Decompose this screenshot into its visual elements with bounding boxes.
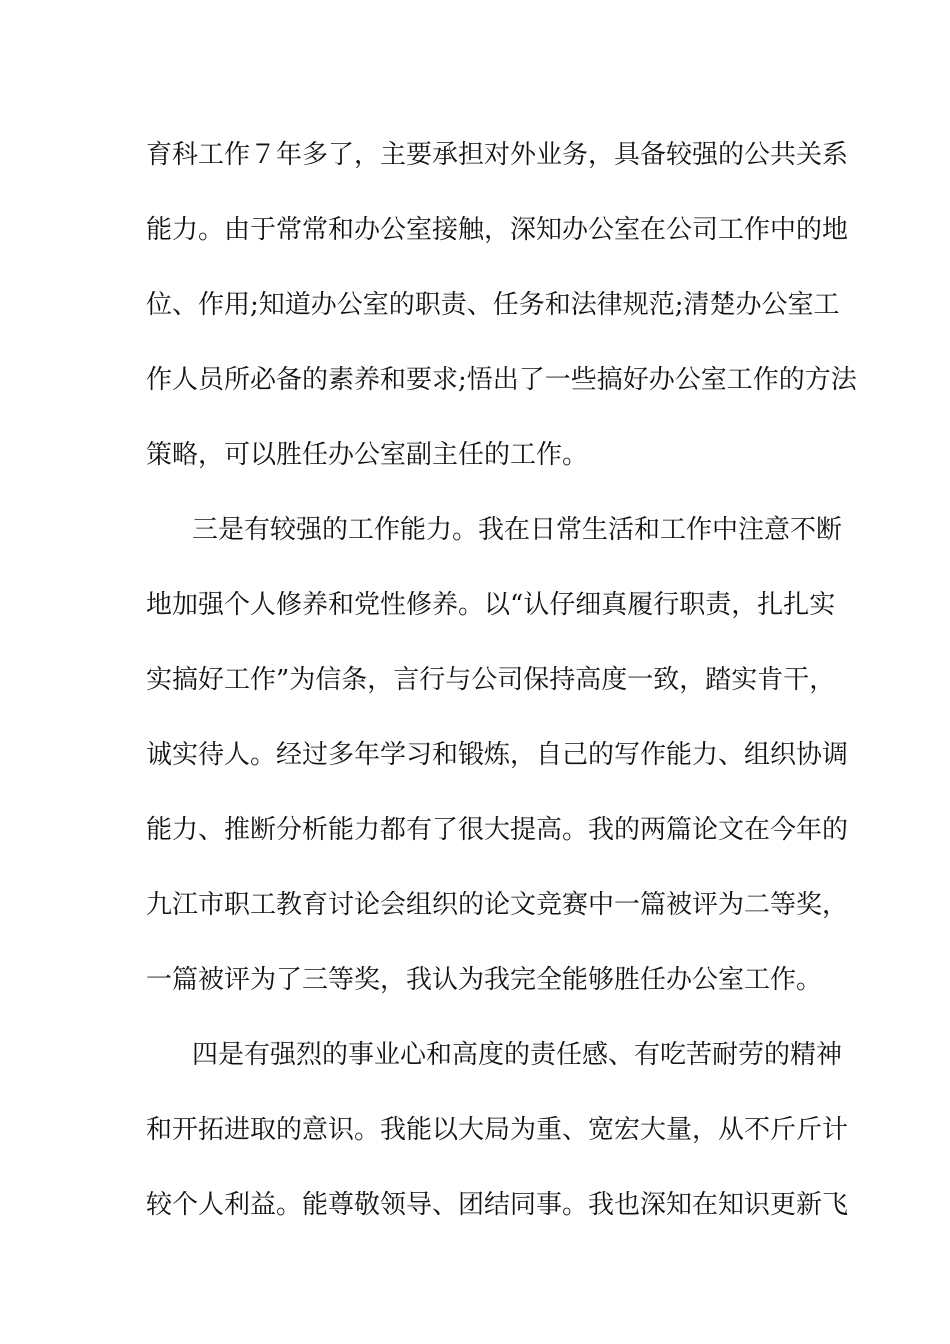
paragraph-start-line: 四是有强烈的事业心和高度的责任感、有吃苦耐劳的精神 bbox=[192, 1040, 843, 1070]
text-line: 和开拓进取的意识。我能以大局为重、宽宏大量，从不斤斤计 bbox=[146, 1115, 849, 1145]
text-line: 策略，可以胜任办公室副主任的工作。 bbox=[146, 440, 589, 470]
text-line: 实搞好工作”为信条，言行与公司保持高度一致，踏实肯干， bbox=[146, 665, 836, 695]
text-line: 位、作用;知道办公室的职责、任务和法律规范;清楚办公室工 bbox=[146, 290, 840, 320]
text-line: 九江市职工教育讨论会组织的论文竞赛中一篇被评为二等奖， bbox=[146, 890, 849, 920]
text-line: 能力、推断分析能力都有了很大提高。我的两篇论文在今年的 bbox=[146, 815, 849, 845]
paragraph-start-line: 三是有较强的工作能力。我在日常生活和工作中注意不断 bbox=[192, 515, 843, 545]
text-line: 一篇被评为了三等奖，我认为我完全能够胜任办公室工作。 bbox=[146, 965, 823, 995]
text-line: 地加强个人修养和党性修养。以“认仔细真履行职责，扎扎实 bbox=[146, 590, 836, 620]
text-line: 较个人利益。能尊敬领导、团结同事。我也深知在知识更新飞 bbox=[146, 1190, 849, 1220]
text-line: 育科工作７年多了，主要承担对外业务，具备较强的公共关系 bbox=[146, 140, 849, 170]
text-line: 诚实待人。经过多年学习和锻炼，自己的写作能力、组织协调 bbox=[146, 740, 849, 770]
text-line: 作人员所必备的素养和要求;悟出了一些搞好办公室工作的方法 bbox=[146, 365, 857, 395]
text-line: 能力。由于常常和办公室接触，深知办公室在公司工作中的地 bbox=[146, 215, 849, 245]
